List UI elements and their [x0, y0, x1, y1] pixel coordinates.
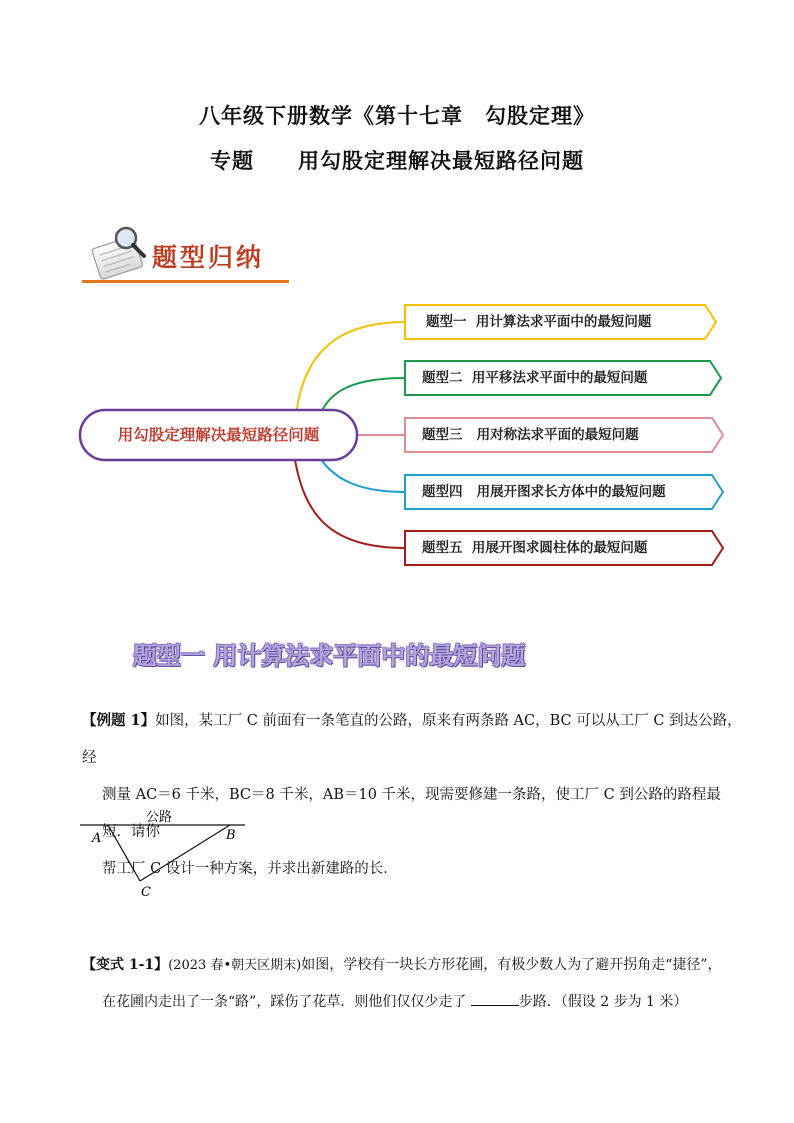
banner-title: 题型归纳	[152, 243, 265, 272]
variant-1-1-line-2	[82, 984, 742, 1021]
variant-1-1-line-2a: 在花圃内走出了一条“路”，踩伤了花草．则他们仅仅少走了	[102, 994, 467, 1010]
example-1-tag: 【例题 1】	[82, 712, 156, 729]
center-node-label: 用勾股定理解决最短路径问题	[117, 426, 320, 444]
branch-label-3: 题型三 用对称法求平面的最短问题	[422, 427, 639, 443]
branch-label-5: 题型五 用展开图求圆柱体的最短问题	[422, 540, 648, 556]
branch-label-4: 题型四 用展开图求长方体中的最短问题	[422, 484, 666, 500]
variant-1-1-tag: 【变式 1-1】	[82, 957, 169, 973]
example-1-line-3: 帮工厂 C 设计一种方案，并求出新建路的长．	[102, 861, 398, 877]
example-1-line-2: 测量 AC＝6 千米，BC＝8 千米，AB＝10 千米，现需要修建一条路，使工厂 C 到公路的路程最短．请你	[102, 787, 721, 840]
example-1-line-1: 如图，某工厂 C 前面有一条笔直的公路，原来有两条路 AC，BC 可以从工厂 C 到达公路，经	[82, 713, 742, 766]
road-label: 公路	[146, 810, 173, 825]
branch-connector-5	[295, 460, 405, 548]
variant-1-1-line-2b: 步路．（假设 2 步为 1 米）	[518, 994, 688, 1010]
branch-connector-4	[320, 458, 405, 492]
point-c-label: C	[141, 885, 151, 900]
answer-blank[interactable]	[471, 991, 519, 1006]
document-title: 八年级下册数学《第十七章 勾股定理》	[199, 103, 595, 128]
triangle-road-diagram	[80, 808, 260, 903]
variant-1-1-text	[82, 947, 742, 1021]
point-b-label: B	[226, 828, 236, 843]
document-subtitle: 专题 用勾股定理解决最短路径问题	[210, 148, 584, 173]
branch-label-1: 题型一 用计算法求平面中的最短问题	[426, 314, 652, 330]
segment-bc	[140, 825, 230, 881]
branch-label-2: 题型二 用平移法求平面中的最短问题	[422, 370, 648, 386]
segment-ac	[108, 825, 140, 881]
point-a-label: A	[92, 831, 102, 846]
section-heading: 题型一 用计算法求平面中的最短问题	[133, 641, 526, 670]
variant-1-1-line-1: 如图，学校有一块长方形花圃，有极少数人为了避开拐角走“捷径”，	[301, 957, 722, 973]
banner-underline	[82, 280, 289, 283]
variant-1-1-source: (2023 春•朝天区期末)	[168, 958, 302, 973]
